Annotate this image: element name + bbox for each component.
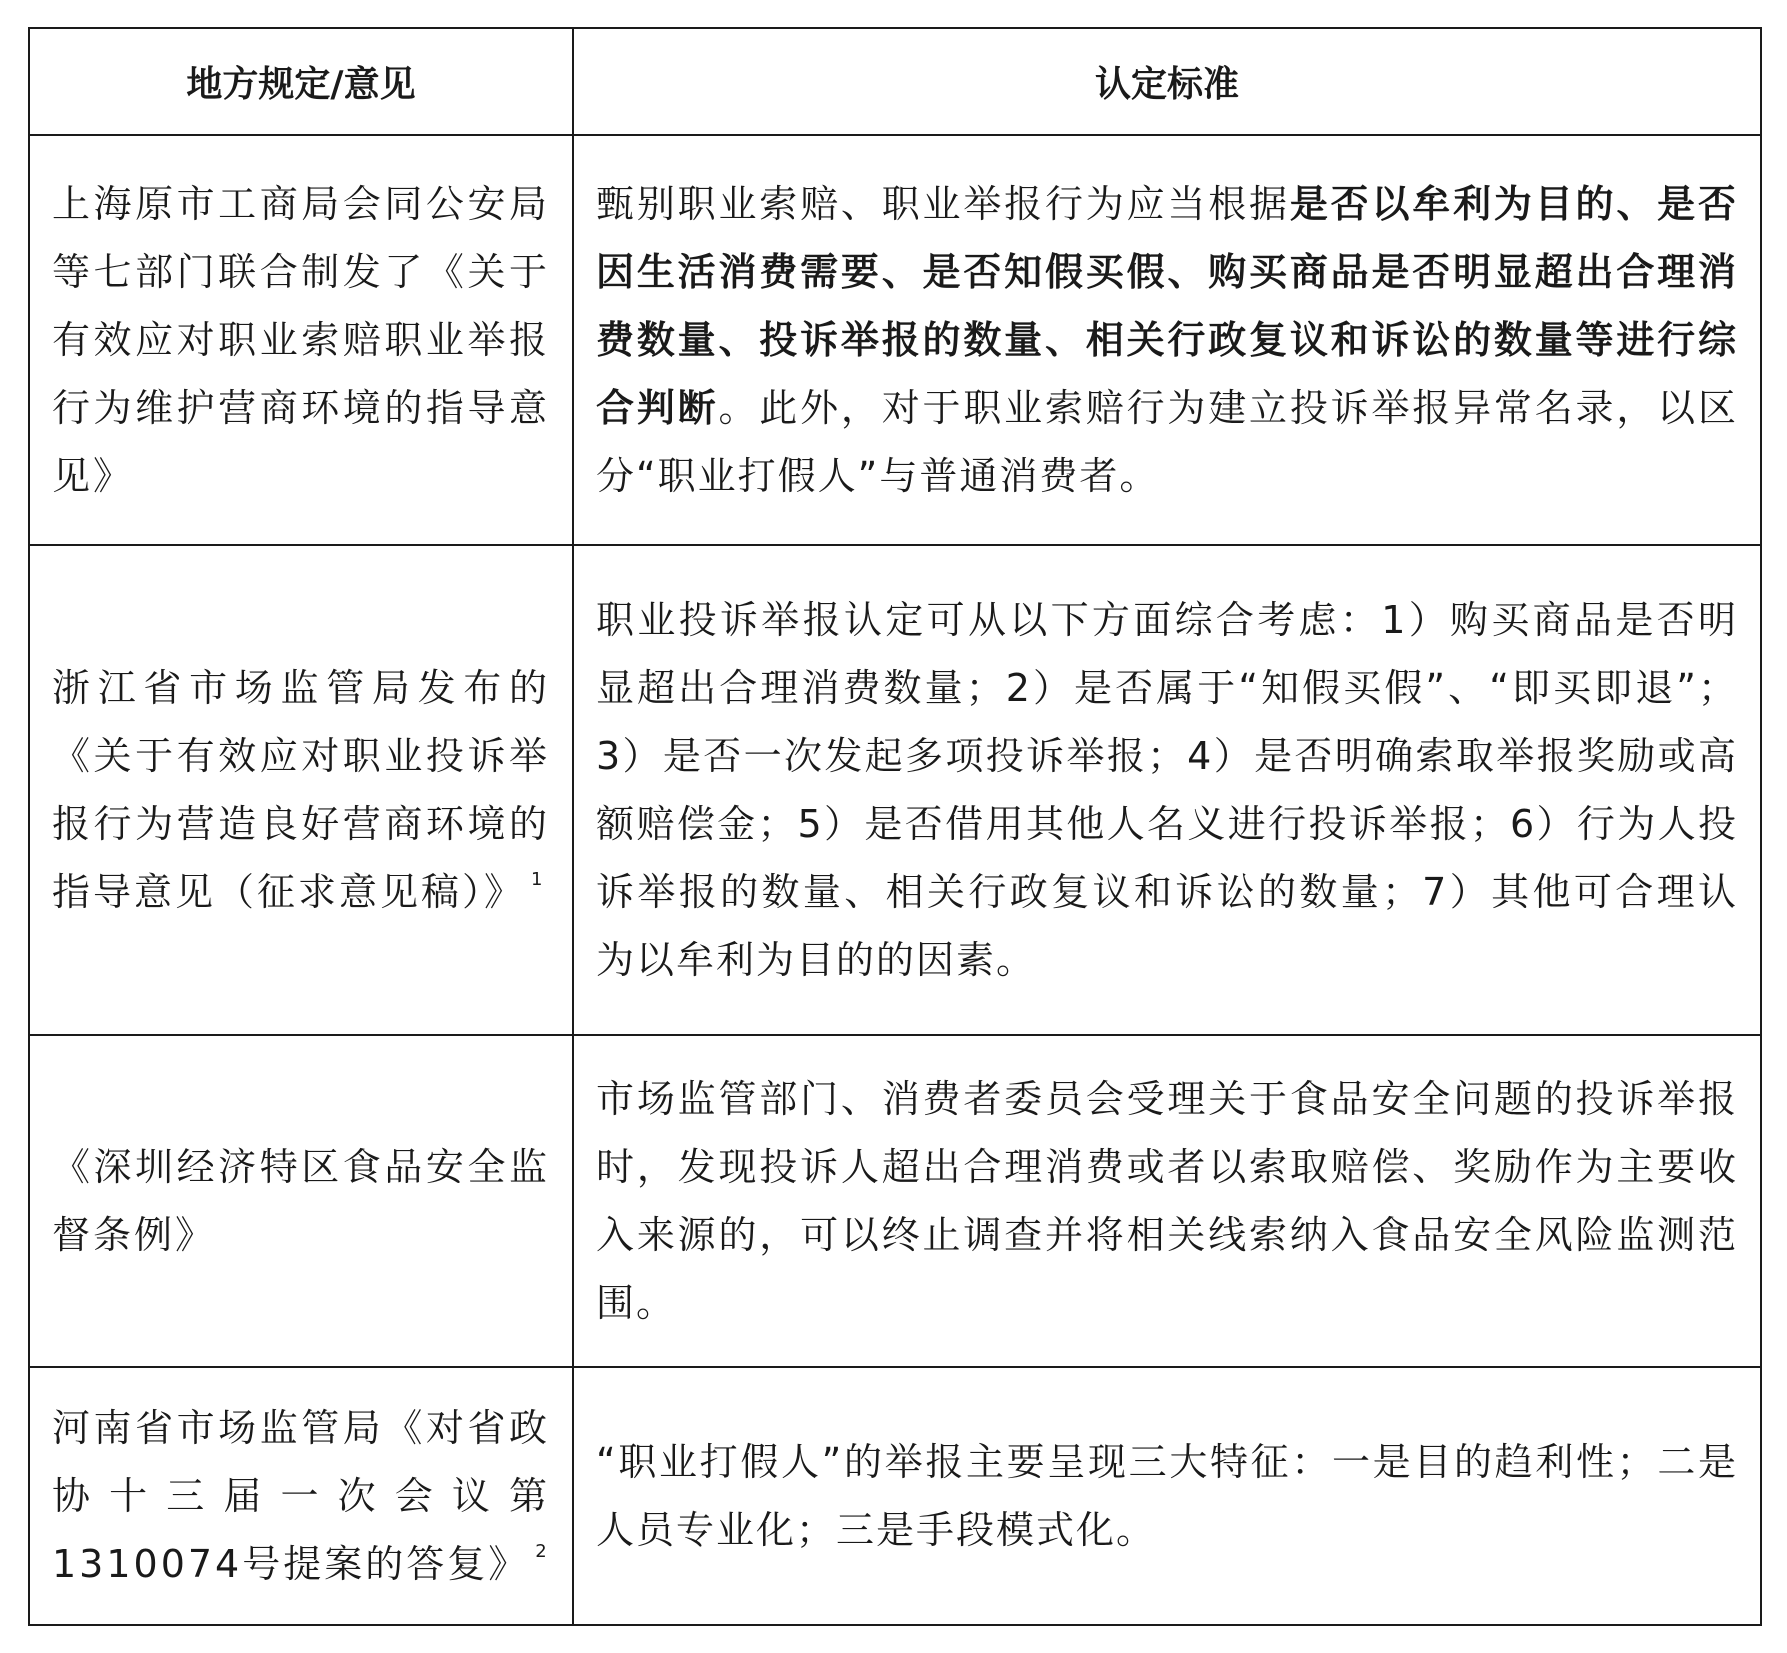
criteria-text: 市场监管部门、消费者委员会受理关于食品安全问题的投诉举报时，发现投诉人超出合理消费或者以索取赔偿、奖励作为主要收入来源的，可以终止调查并将相关线索纳入食品安全风险监测范围。 <box>596 1077 1738 1325</box>
header-regulation: 地方规定/意见 <box>29 28 573 135</box>
regulation-text: 河南省市场监管局《对省政协十三届一次会议第1310074号提案的答复》 <box>52 1406 550 1586</box>
criteria-text: 职业投诉举报认定可从以下方面综合考虑：1）购买商品是否明显超出合理消费数量；2）是否属于“知假买假”、“即买即退”；3）是否一次发起多项投诉举报；4）是否明确索取举报奖励或高额赔偿金；5）是否借用其他人名义进行投诉举报；6）行为人投诉举报的数量、相关行政复议和诉讼的数量；7）其他可合理认为以牟利为目的的因素。 <box>596 598 1738 982</box>
criteria-prefix: 甄别职业索赔、职业举报行为应当根据 <box>596 182 1290 226</box>
criteria-cell <box>573 1035 1761 1367</box>
criteria-text: “职业打假人”的举报主要呈现三大特征：一是目的趋利性；二是人员专业化；三是手段模式化。 <box>596 1440 1738 1552</box>
table-row <box>29 545 1761 1035</box>
table-row <box>29 1035 1761 1367</box>
criteria-cell <box>573 1367 1761 1625</box>
regulation-text: 《深圳经济特区食品安全监督条例》 <box>52 1145 550 1257</box>
criteria-cell <box>573 545 1761 1035</box>
criteria-bold: 是否以牟利为目的、是否因生活消费需要、是否知假买假、购买商品是否明显超出合理消费数量、投诉举报的数量、相关行政复议和诉讼的数量等进行综合判断 <box>596 182 1738 430</box>
regulation-cell <box>29 1367 573 1625</box>
header-criteria: 认定标准 <box>573 28 1761 135</box>
footnote-marker: 1 <box>531 869 543 890</box>
regulations-table <box>28 27 1762 1626</box>
regulation-cell <box>29 545 573 1035</box>
regulation-text: 上海原市工商局会同公安局等七部门联合制发了《关于有效应对职业索赔职业举报行为维护营商环境的指导意见》 <box>52 182 550 498</box>
regulation-cell <box>29 1035 573 1367</box>
table-header-row <box>29 28 1761 135</box>
footnote-marker: 2 <box>535 1541 547 1562</box>
criteria-cell <box>573 135 1761 545</box>
table-row <box>29 1367 1761 1625</box>
regulation-cell <box>29 135 573 545</box>
criteria-suffix: 。此外，对于职业索赔行为建立投诉举报异常名录，以区分“职业打假人”与普通消费者。 <box>596 386 1738 498</box>
table-row <box>29 135 1761 545</box>
regulation-text: 浙江省市场监管局发布的《关于有效应对职业投诉举报行为营造良好营商环境的指导意见（征求意见稿）》 <box>52 666 550 914</box>
